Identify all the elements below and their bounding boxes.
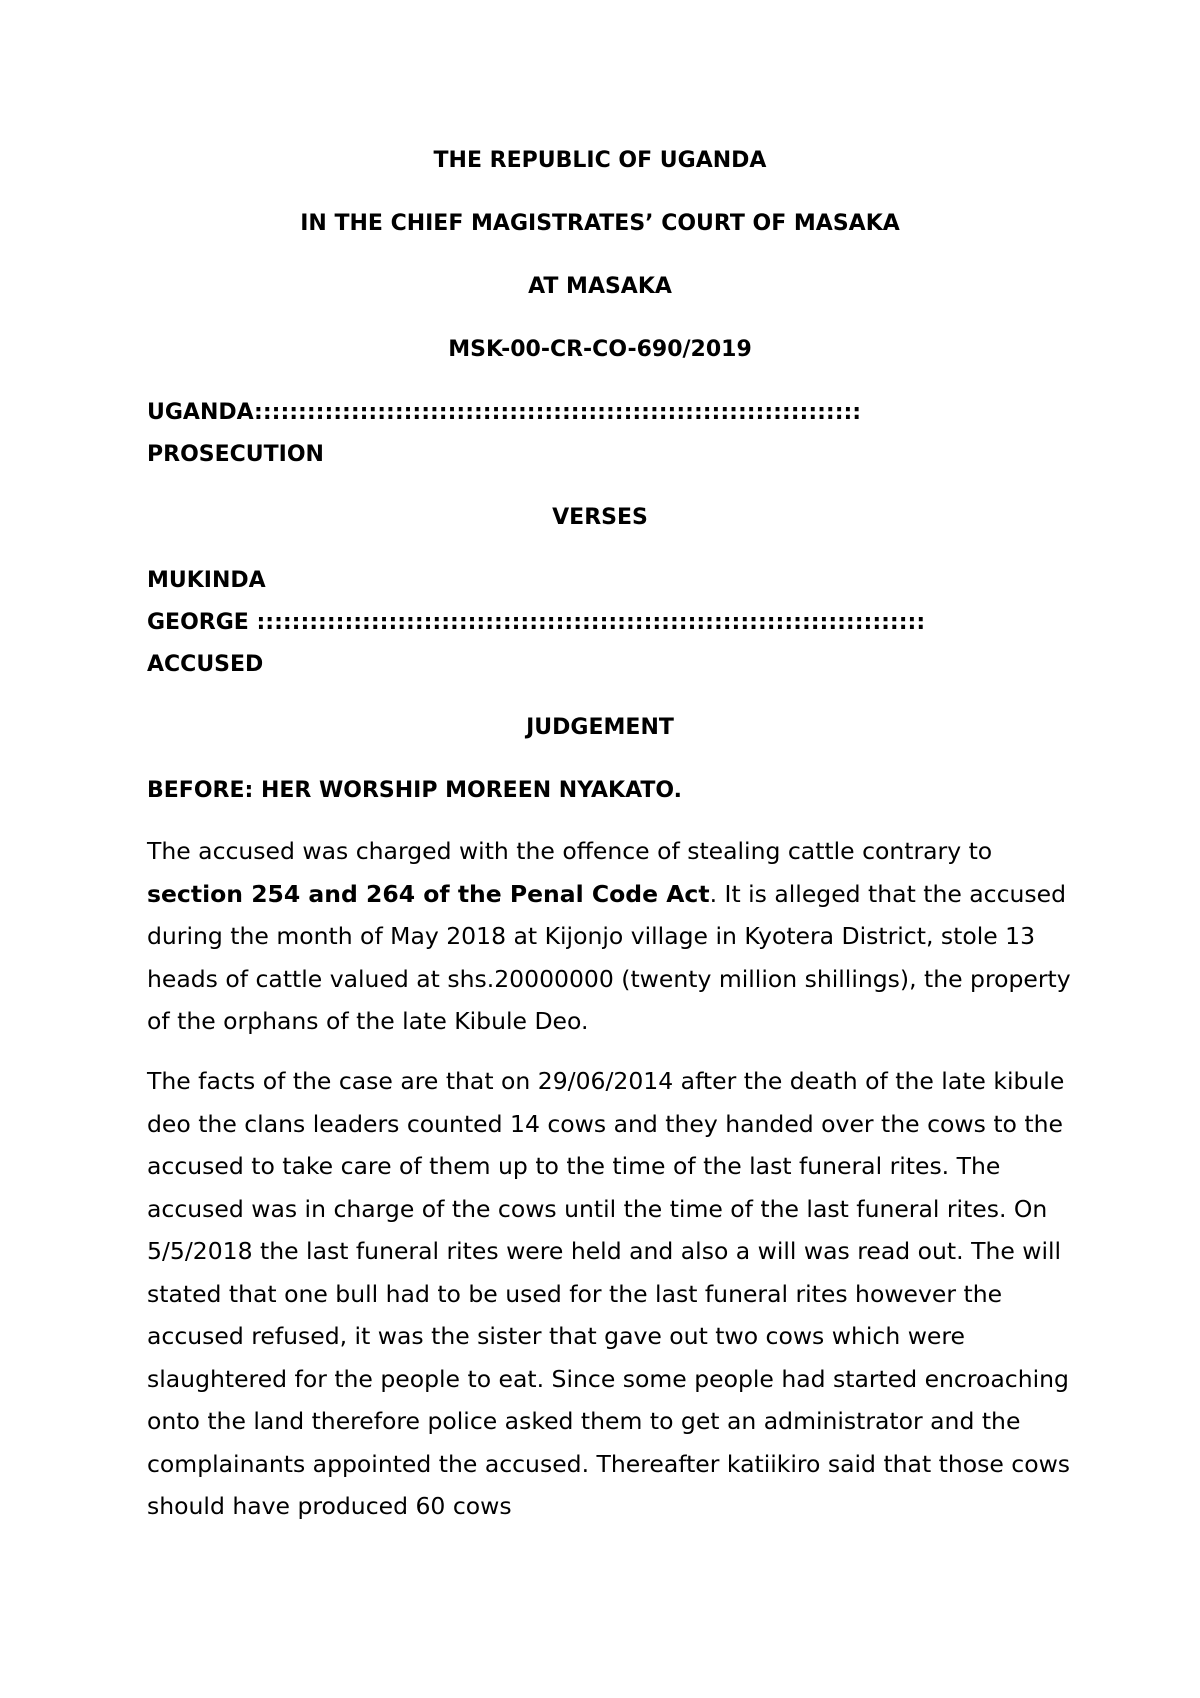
verses-heading: VERSES (552, 505, 648, 530)
paragraph-charge-text-2: . It is alleged that the accused during the month of May 2018 at Kijonjo village in Kyotera District, stole 13 heads of cattle valued at shs.20000000 (twenty million shillings), the property of the orphans of the late Kibule Deo. (147, 879, 1071, 1035)
court-heading: IN THE CHIEF MAGISTRATES’ COURT OF MASAKA (300, 211, 900, 236)
before-line: BEFORE: HER WORSHIP MOREEN NYAKATO. (147, 778, 683, 803)
accused-name-line1: MUKINDA (147, 568, 266, 593)
paragraph-charge (147, 830, 1077, 1043)
location-heading: AT MASAKA (528, 274, 672, 299)
judgement-title: JUDGEMENT (526, 715, 674, 740)
paragraph-facts: The facts of the case are that on 29/06/2014 after the death of the late kibule deo the clans leaders counted 14 cows and they handed over the cows to the accused to take care of them up to the time of the last funeral rites. The accused was in charge of the cows until the time of the last funeral rites. On 5/5/2018 the last funeral rites were held and also a will was read out. The will stated that one bull had to be used for the last funeral rites however the accused refused, it was the sister that gave out two cows which were slaughtered for the people to eat. Since some people had started encroaching onto the land therefore police asked them to get an administrator and the complainants appointed the accused. Thereafter katiikiro said that those cows should have produced 60 cows (147, 1067, 1071, 1520)
prosecution-label: PROSECUTION (147, 442, 324, 467)
accused-label: ACCUSED (147, 652, 264, 677)
paragraph-charge-text-1: The accused was charged with the offence of stealing cattle contrary to (147, 837, 993, 865)
prosecution-party-line: UGANDA::::::::::::::::::::::::::::::::::::::::::::::::::::::::::::::::::::: (147, 400, 862, 425)
accused-name-line2: GEORGE :::::::::::::::::::::::::::::::::::::::::::::::::::::::::::::::::::::::::::: (147, 610, 926, 635)
republic-heading: THE REPUBLIC OF UGANDA (433, 148, 767, 173)
case-number: MSK-00-CR-CO-690/2019 (448, 337, 752, 362)
statute-reference: section 254 and 264 of the Penal Code Act (147, 879, 710, 908)
